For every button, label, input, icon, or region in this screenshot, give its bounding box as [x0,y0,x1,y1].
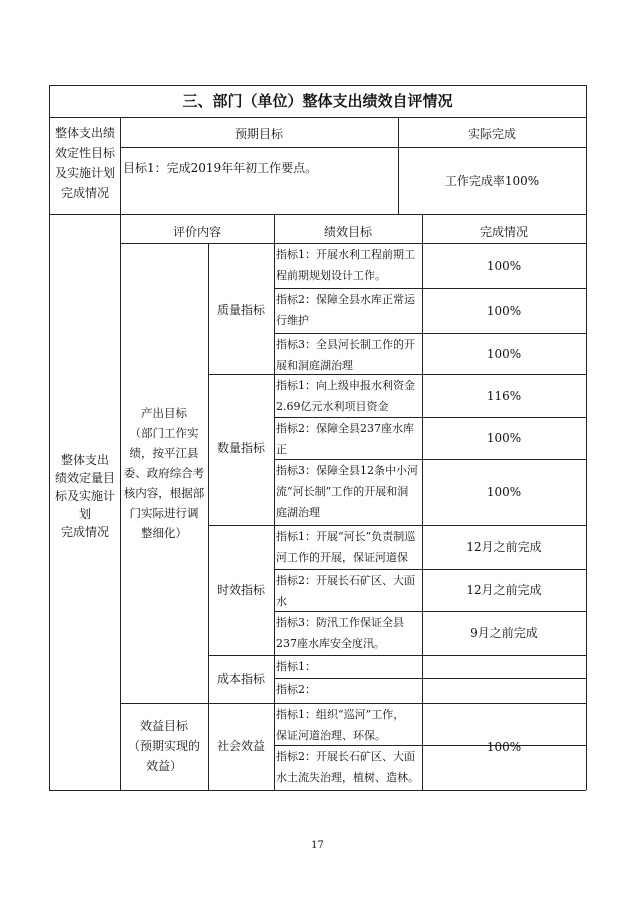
completion-header: 完成情况 [479,225,528,239]
completion-result: 100% [486,485,522,499]
completion-result: 100% [486,431,522,445]
indicator-text: 指标2：开展长石矿区、大面 水土流失治理，植树、造林。 [276,750,419,784]
timeliness-indicator-label: 时效指标 [216,583,265,597]
page-number: 17 [311,840,324,851]
indicator-text: 指标2： [276,683,316,696]
completion-result: 9月之前完成 [470,626,538,640]
social-benefit-label: 社会效益 [216,739,265,753]
indicator-text: 指标1： [276,660,316,673]
social-benefit-result: 100% [486,740,522,754]
indicator-text: 指标3：全县河长制工作的开 展和洞庭湖治理 [276,338,415,372]
indicator-text: 指标2：保障全县237座水库正 [276,422,414,456]
quality-indicator-label: 质量指标 [216,303,265,317]
grid-line [586,85,587,790]
indicator-text: 指标2：开展长石矿区、大面水 [276,574,415,608]
completion-result: 100% [486,347,522,361]
actual-completion-header: 实际完成 [467,127,516,141]
indicator-text: 指标1：开展水利工程前期工 程前期规划设计工作。 [276,248,415,282]
actual-completion-text: 工作完成率100% [444,174,540,188]
cost-indicator-label: 成本指标 [216,672,265,686]
indicator-text: 指标1：向上级申报水利资金 2.69亿元水利项目资金 [276,379,415,413]
indicator-text: 指标3：保障全县12条中小河 流“河长制”工作的开展和洞 庭湖治理 [276,464,418,519]
indicator-text: 指标1：开展“河长”负责制巡 河工作的开展，保证河道保 [276,530,416,564]
perf-target-header: 绩效目标 [323,225,372,239]
grid-line [49,214,586,215]
grid-line [49,85,586,86]
completion-result: 116% [486,389,522,403]
grid-line [120,147,586,148]
quantity-indicator-label: 数量指标 [216,441,265,455]
grid-line [208,243,209,790]
goals-row-label: 整体支出绩 效定性目标 及实施计划 完成情况 [54,126,115,200]
indicator-text: 指标2：保障全县水库正常运 行维护 [276,293,415,327]
benefit-goal-label: 效益目标 （预期实现的 效益） [127,719,200,773]
indicator-text: 指标1：组织“巡河”工作， 保证河道治理、环保。 [276,708,405,742]
section-title: 三、部门（单位）整体支出绩效自评情况 [182,92,453,110]
perf-row-label: 整体支出 绩效定量目 标及实施计 划 完成情况 [54,453,115,539]
expected-goal-header: 预期目标 [234,127,283,141]
grid-line [49,790,586,791]
completion-result: 100% [486,259,522,273]
indicator-text: 指标3：防汛工作保证全县 237座水库安全度汛。 [276,616,404,650]
completion-result: 100% [486,304,522,318]
grid-line [49,117,586,118]
output-goal-label: 产出目标 （部门工作实 绩，按平江县 委、政府综合考 核内容，根据部 门实际进行调 整细化） [123,406,205,540]
expected-goal-text: 目标1：完成2019年年初工作要点。 [123,161,318,175]
completion-result: 12月之前完成 [466,540,542,554]
completion-result: 12月之前完成 [466,583,542,597]
eval-content-header: 评价内容 [172,225,221,239]
